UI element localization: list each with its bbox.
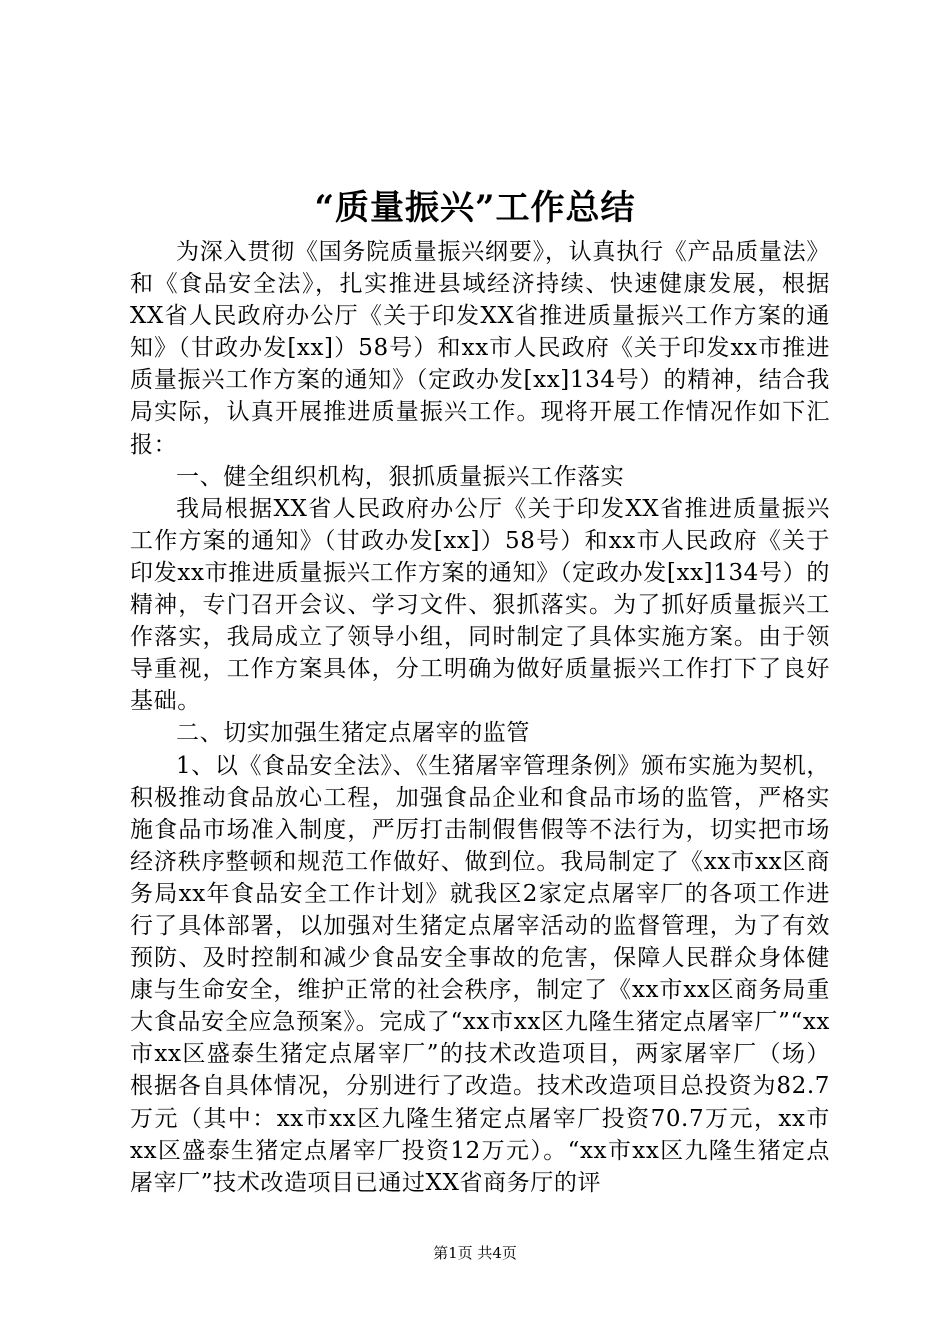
section-2-item-1-paragraph: 1、以《食品安全法》、《生猪屠宰管理条例》颁布实施为契机，积极推动食品放心工程，加强食品企业和食品市场的监管，严格实施食品市场准入制度，严厉打击制假售假等不法行为，切实把市场经济秩序整顿和规范工作做好、做到位。我局制定了《xx市xx区商务局xx年食品安全工作计划》就我区2家定点屠宰厂的各项工作进行了具体部署，以加强对生猪定点屠宰活动的监督管理，为了有效预防、及时控制和减少食品安全事故的危害，保障人民群众身体健康与生命安全，维护正常的社会秩序，制定了《xx市xx区商务局重大食品安全应急预案》。完成了“xx市xx区九隆生猪定点屠宰厂”“xx市xx区盛泰生猪定点屠宰厂”的技术改造项目，两家屠宰厂（场）根据各自具体情况，分别进行了改造。技术改造项目总投资为82.7万元（其中：xx市xx区九隆生猪定点屠宰厂投资70.7万元，xx市xx区盛泰生猪定点屠宰厂投资12万元）。“xx市xx区九隆生猪定点屠宰厂”技术改造项目已通过XX省商务厅的评 — [130, 752, 831, 1196]
page-number-footer: 第1页 共4页 — [433, 1244, 517, 1262]
section-heading-1: 一、健全组织机构，狠抓质量振兴工作落实 — [176, 463, 625, 490]
section-1-paragraph: 我局根据XX省人民政府办公厅《关于印发XX省推进质量振兴工作方案的通知》（甘政办发[xx]）58号）和xx市人民政府《关于印发xx市推进质量振兴工作方案的通知》（定政办发[xx]134号）的精神，专门召开会议、学习文件、狠抓落实。为了抓好质量振兴工作落实，我局成立了领导小组，同时制定了具体实施方案。由于领导重视，工作方案具体，分工明确为做好质量振兴工作打下了良好基础。 — [130, 495, 830, 715]
document-title: “质量振兴”工作总结 — [314, 188, 636, 228]
section-heading-2: 二、切实加强生猪定点屠宰的监管 — [176, 720, 530, 747]
document-body — [130, 236, 830, 1199]
intro-paragraph: 为深入贯彻《国务院质量振兴纲要》，认真执行《产品质量法》和《食品安全法》，扎实推进县域经济持续、快速健康发展，根据XX省人民政府办公厅《关于印发XX省推进质量振兴工作方案的通知》（甘政办发[xx]）58号）和xx市人民政府《关于印发xx市推进质量振兴工作方案的通知》（定政办发[xx]134号）的精神，结合我局实际，认真开展推进质量振兴工作。现将开展工作情况作如下汇报： — [130, 239, 830, 458]
